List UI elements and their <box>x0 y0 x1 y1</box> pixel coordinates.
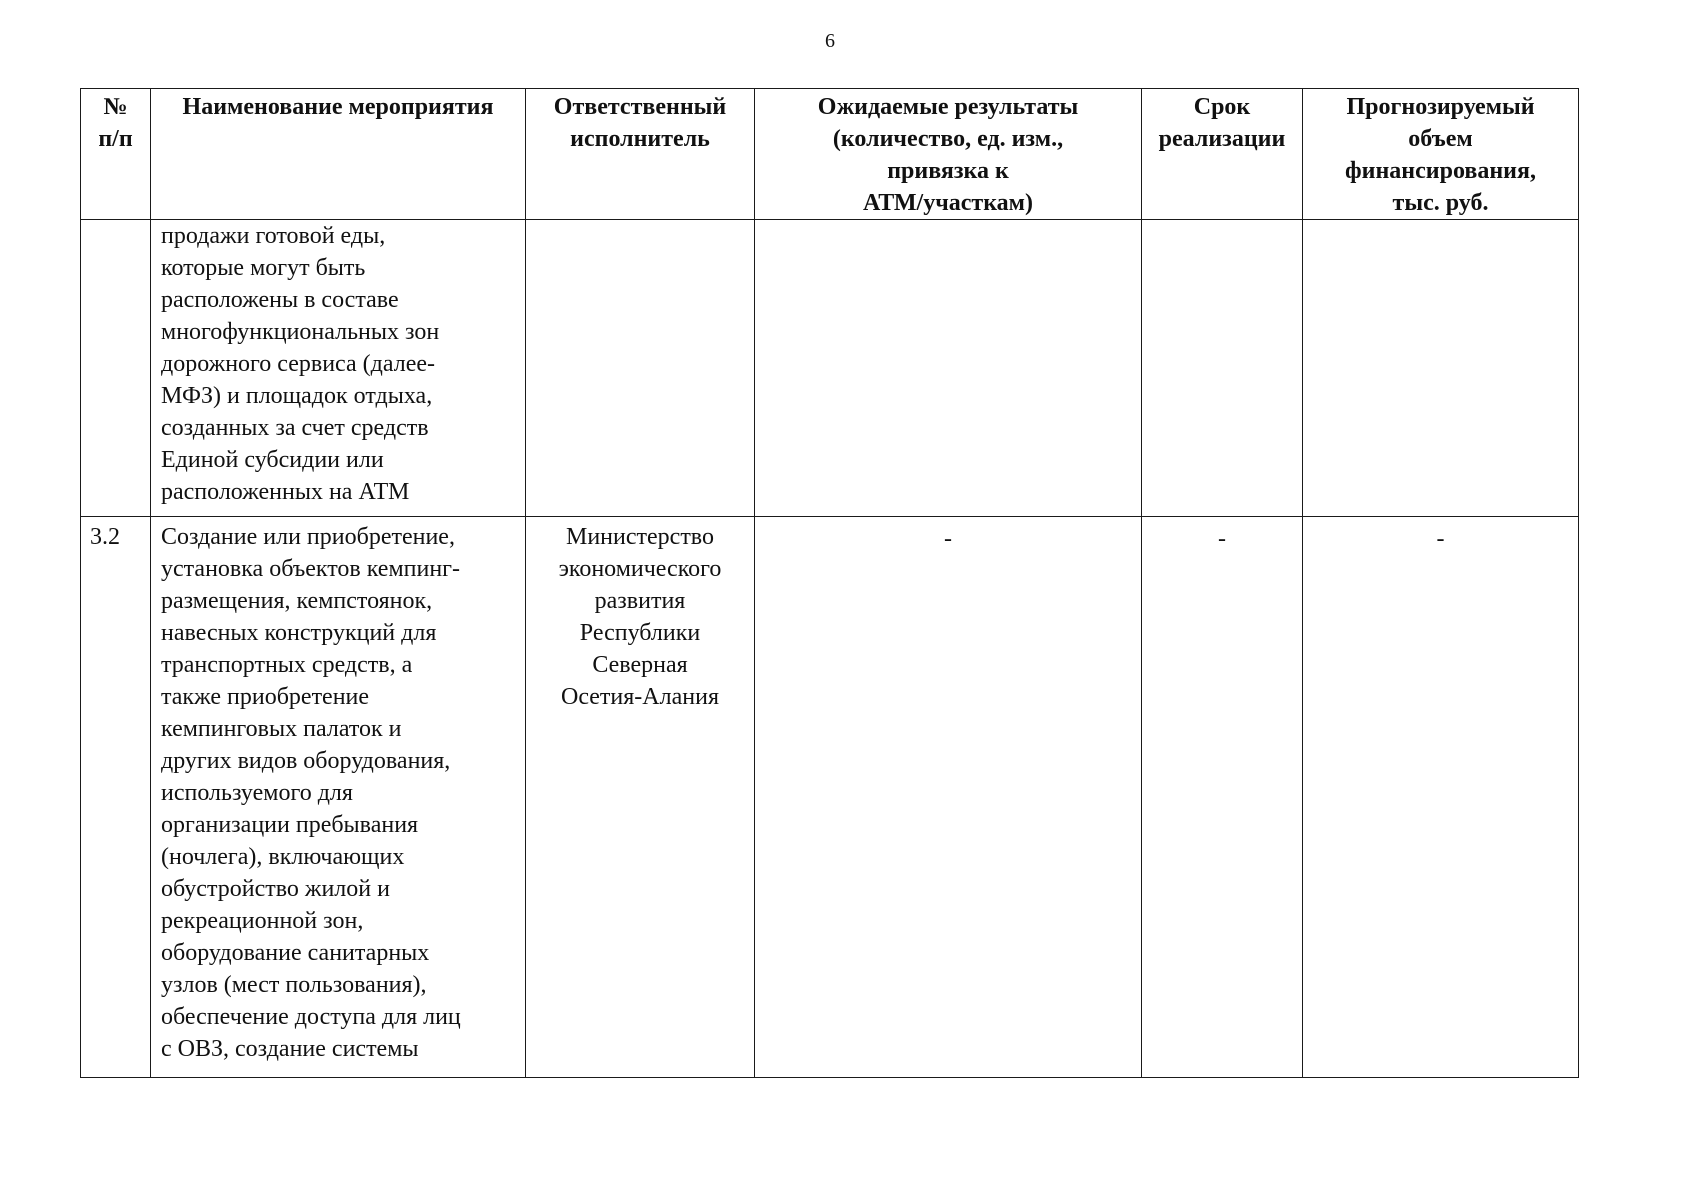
executor-line: Северная <box>592 652 688 678</box>
activity-name-line: рекреационной зон, <box>161 908 364 934</box>
activity-name-cell <box>151 220 526 517</box>
header-number <box>81 89 151 220</box>
activity-name-line: многофункциональных зон <box>161 319 440 345</box>
header-financing-line: объем <box>1408 126 1473 152</box>
activity-name-line: кемпинговых палаток и <box>161 716 402 742</box>
activity-name-line: созданных за счет средств <box>161 415 429 441</box>
header-results-line: (количество, ед. изм., <box>832 126 1064 152</box>
executor-line: Республики <box>579 620 701 646</box>
activity-name-line: (ночлега), включающих <box>161 844 405 870</box>
header-activity-name <box>151 89 526 220</box>
activity-name-line: Создание или приобретение, <box>161 524 455 550</box>
activity-name-line: расположенных на АТМ <box>161 479 410 505</box>
row-number <box>81 220 151 517</box>
activity-name-line: организации пребывания <box>161 812 419 838</box>
executor-line: экономического <box>558 556 722 582</box>
page-number: 6 <box>825 30 835 52</box>
header-expected-results <box>755 89 1142 220</box>
executor-line: развития <box>594 588 686 614</box>
header-results-line: АТМ/участкам) <box>862 190 1033 216</box>
header-activity-name-line: Наименование мероприятия <box>182 94 494 120</box>
activity-name-line: обустройство жилой и <box>161 876 390 902</box>
activity-name-cell <box>151 517 526 1078</box>
activity-name-line: расположены в составе <box>161 287 399 313</box>
financing-cell <box>1303 220 1579 517</box>
activity-name-line: узлов (мест пользования), <box>161 972 427 998</box>
table-row <box>81 220 1579 517</box>
header-results-line: привязка к <box>887 158 1009 184</box>
header-financing-line: финансирования, <box>1345 158 1536 184</box>
table-row <box>81 517 1579 1078</box>
results-cell: - <box>755 517 1142 1078</box>
activity-name-line: оборудование санитарных <box>161 940 430 966</box>
executor-line: Министерство <box>566 524 714 550</box>
activity-name-line: размещения, кемпстоянок, <box>161 588 433 614</box>
header-financing-line: Прогнозируемый <box>1346 94 1535 120</box>
activity-name-line: продажи готовой еды, <box>161 223 386 249</box>
header-executor-line: Ответственный <box>553 94 727 120</box>
term-cell <box>1142 220 1303 517</box>
executor-line: Осетия-Алания <box>561 684 719 710</box>
header-number-line: п/п <box>98 126 133 152</box>
header-results-line: Ожидаемые результаты <box>817 94 1079 120</box>
header-number-line: № <box>103 94 128 120</box>
activity-name-line: установка объектов кемпинг- <box>161 556 461 582</box>
activity-name-line: транспортных средств, а <box>161 652 413 678</box>
header-term-line: Срок <box>1193 94 1251 120</box>
term-cell: - <box>1142 517 1303 1078</box>
executor-cell <box>526 220 755 517</box>
activity-name-line: обеспечение доступа для лиц <box>161 1004 461 1030</box>
table-header-row <box>81 89 1579 220</box>
header-financing <box>1303 89 1579 220</box>
activity-name-line: Единой субсидии или <box>161 447 384 473</box>
row-number: 3.2 <box>81 517 151 1078</box>
activity-name-line: также приобретение <box>161 684 370 710</box>
results-cell <box>755 220 1142 517</box>
header-financing-line: тыс. руб. <box>1392 190 1489 216</box>
activity-name-line: других видов оборудования, <box>161 748 451 774</box>
executor-cell <box>526 517 755 1078</box>
activity-name-line: МФЗ) и площадок отдыха, <box>161 383 433 409</box>
activity-name-line: используемого для <box>161 780 353 806</box>
activities-table <box>80 88 1579 1078</box>
activity-name-line: с ОВЗ, создание системы <box>161 1036 419 1062</box>
header-executor <box>526 89 755 220</box>
header-term <box>1142 89 1303 220</box>
header-executor-line: исполнитель <box>570 126 710 152</box>
activity-name-line: которые могут быть <box>161 255 366 281</box>
header-term-line: реализации <box>1158 126 1286 152</box>
financing-cell: - <box>1303 517 1579 1078</box>
activity-name-line: навесных конструкций для <box>161 620 437 646</box>
activity-name-line: дорожного сервиса (далее- <box>161 351 435 377</box>
